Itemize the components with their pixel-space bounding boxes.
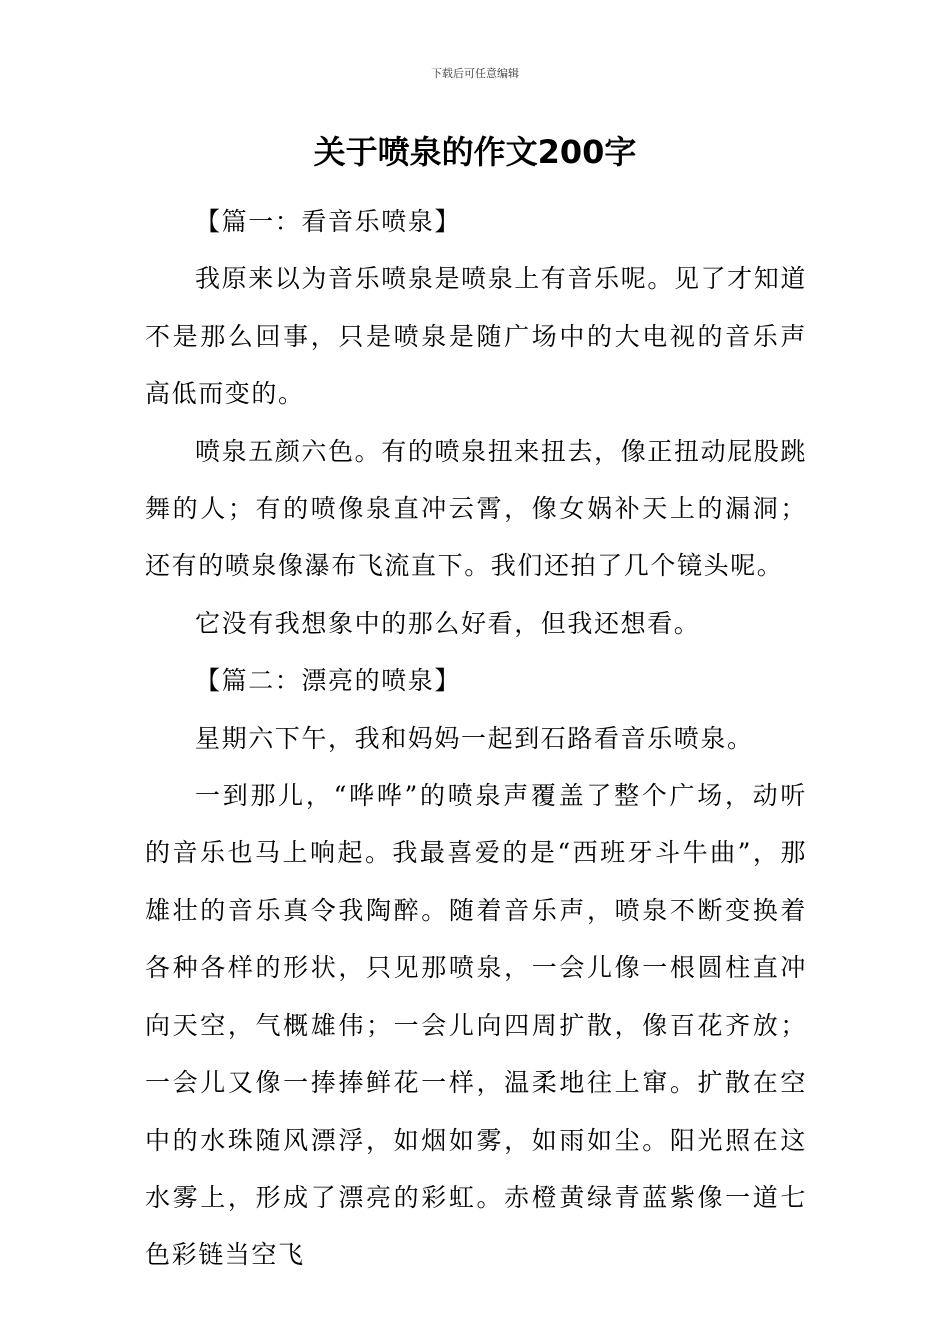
- section-heading-2: 【篇二：漂亮的喷泉】: [195, 666, 462, 696]
- paragraph: 一到那儿，“哗哗”的喷泉声覆盖了整个广场，动听的音乐也马上响起。我最喜爱的是“西班牙斗牛曲”，那雄壮的音乐真令我陶醉。随着音乐声，喷泉不断变换着各种各样的形状，只见那喷泉，一会儿像一根圆柱直冲向天空，气概雄伟；一会儿向四周扩散，像百花齐放；一会儿又像一捧捧鲜花一样，温柔地往上窜。扩散在空中的水珠随风漂浮，如烟如雾，如雨如尘。阳光照在这水雾上，形成了漂亮的彩虹。赤橙黄绿青蓝紫像一道七色彩链当空飞: [145, 781, 807, 1270]
- paragraph: 它没有我想象中的那么好看，但我还想看。: [195, 608, 701, 638]
- document-body: [145, 193, 807, 1284]
- document-title: 关于喷泉的作文200字: [313, 133, 637, 171]
- paragraph: 我原来以为音乐喷泉是喷泉上有音乐呢。见了才知道不是那么回事，只是喷泉是随广场中的大电视的音乐声高低而变的。: [145, 264, 807, 409]
- paragraph: 星期六下午，我和妈妈一起到石路看音乐喷泉。: [195, 723, 754, 753]
- section-heading-1: 【篇一：看音乐喷泉】: [195, 207, 462, 236]
- header-note: 下载后可任意编辑: [431, 67, 519, 80]
- paragraph: 喷泉五颜六色。有的喷泉扭来扭去，像正扭动屁股跳舞的人；有的喷像泉直冲云霄，像女娲补天上的漏洞；还有的喷泉像瀑布飞流直下。我们还拍了几个镜头呢。: [145, 436, 807, 581]
